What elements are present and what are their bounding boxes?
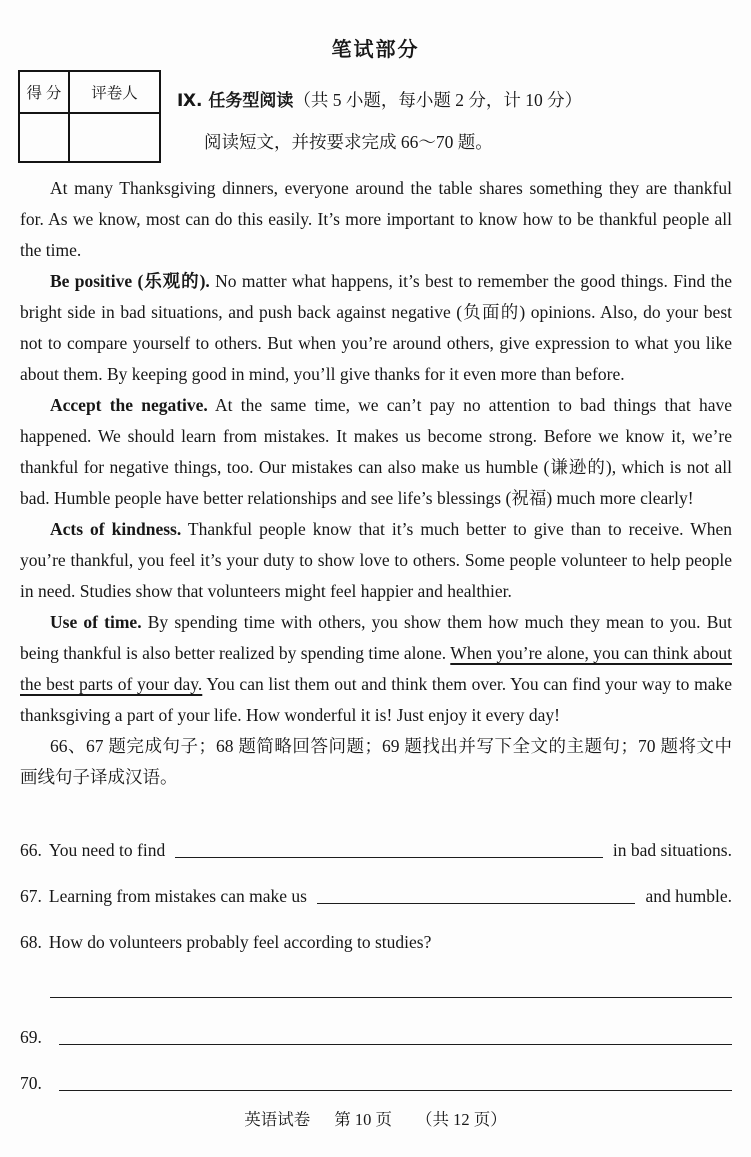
paragraph-text: By spending time with others, you show them how much they mean to you. But being thankful is also better realized by spending time alone. [20,612,733,663]
question-number: 66. [20,840,42,860]
paragraph-text: You can list them out and think them over. You can find your way to make thanksgiving a part of your life. How wonderful it is! Just enjoy it every day! [20,674,733,725]
answer-blank-69 [59,1044,732,1045]
question-67 [20,885,732,907]
answer-blank-70 [59,1090,732,1091]
paragraph-text: Thankful people know that it’s much better to give than to receive. When you’re thankful, you feel it’s your duty to show love to others. Some people volunteer to help people in need. Studies show that volunteers might feel happier and healthier. [20,519,732,601]
score-label: 得 分 [20,72,70,114]
section-subtitle: 阅读短文，并按要求完成 66～70 题。 [204,132,493,152]
paragraph-2 [20,266,732,390]
question-68 [20,931,732,953]
section-number-title: Ⅸ. 任务型阅读 [177,91,294,111]
paragraph-text: At many Thanksgiving dinners, everyone around the table shares something they are thankful for. As we know, most can do this easily. It’s more important to know how to be thankful people all the time. [20,178,732,260]
questions-section [20,839,732,1094]
question-69 [20,1026,732,1048]
question-text: in bad situations. [612,840,732,860]
score-input-cell [20,114,70,161]
question-66 [20,839,732,861]
paragraph-lead: Be positive (乐观的). [50,271,210,291]
section-heading [177,86,582,112]
grader-label: 评卷人 [70,72,159,114]
question-text: and humble. [645,886,732,906]
paragraph-5 [20,607,732,731]
paragraph-3 [20,390,732,514]
paragraph-lead: Use of time. [50,612,142,632]
underlined-sentence: When you’re alone, you can think about the best parts of your day. [20,643,732,694]
grader-input-cell [70,114,159,161]
answer-line-68 [50,997,732,998]
paragraph-lead: Accept the negative. [50,395,208,415]
question-number: 70. [20,1073,42,1093]
footer-total-pages: （共 12 页） [416,1110,507,1129]
score-box [18,70,161,163]
question-number: 68. [20,932,42,952]
footer-doc-title: 英语试卷 [244,1110,311,1129]
page-footer [0,1106,751,1130]
question-text: How do volunteers probably feel according to studies? [48,932,432,952]
paragraph-lead: Acts of kindness. [50,519,182,539]
question-70 [20,1072,732,1094]
question-number: 67. [20,886,42,906]
paragraph-text: At the same time, we can’t pay no attention to bad things that have happened. We should learn from mistakes. It makes us become strong. Before we know it, we’re thankful for negative things, too. Our mistakes can also make us humble (谦逊的), which is not all bad. Humble people have better relationships and see life’s blessings (祝福) much more clearly! [20,395,732,508]
section-score-note: （共 5 小题，每小题 2 分，计 10 分） [293,90,583,110]
reading-passage [20,173,732,793]
footer-page-number: 第 10 页 [334,1110,392,1129]
answer-blank-67 [317,903,636,904]
answer-blank-66 [175,857,603,858]
paragraph-1 [20,173,732,266]
question-text: Learning from mistakes can make us [48,886,307,906]
question-text: You need to find [48,840,166,860]
paragraph-4 [20,514,732,607]
question-instructions: 66、67 题完成句子；68 题简略回答问题；69 题找出并写下全文的主题句；70 题将文中画线句子译成汉语。 [20,736,732,787]
page-title: 笔试部分 [331,37,420,61]
paragraph-text: No matter what happens, it’s best to remember the good things. Find the bright side in bad situations, and push back against negative (负面的) opinions. Also, do your best not to compare yourself to others. But when you’re around others, give expression to what you like about them. By keeping good in mind, you’ll give thanks for it even more than before. [20,271,732,384]
question-number: 69. [20,1027,42,1047]
